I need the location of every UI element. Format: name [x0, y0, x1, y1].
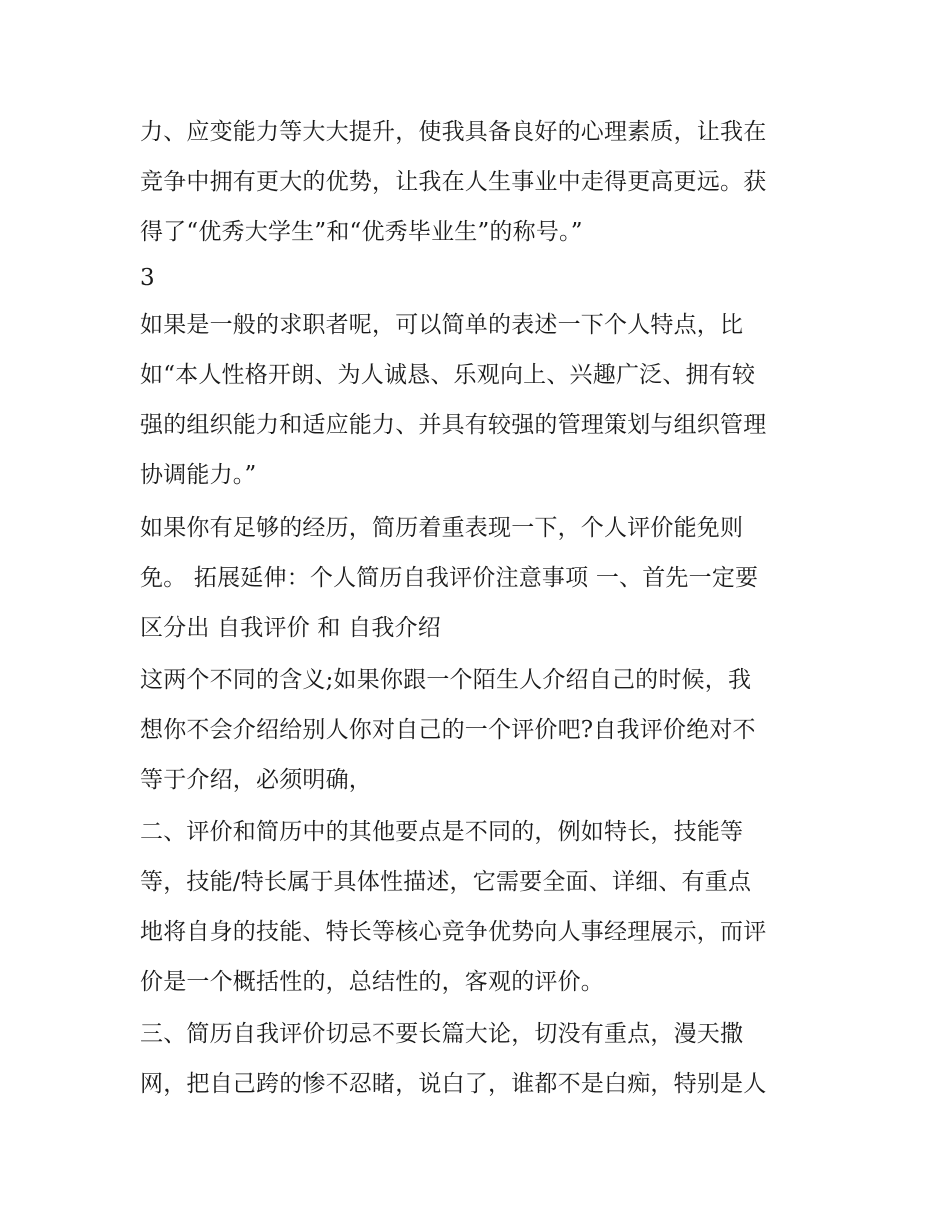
text-line: 等，技能/特长属于具体性描述，它需要全面、详细、有重点: [140, 869, 752, 895]
text-line: 网，把自己跨的惨不忍睹，说白了，谁都不是白痴，特别是人: [140, 1071, 767, 1097]
page-number: 3: [140, 265, 155, 291]
text-line: 免。 拓展延伸：个人简历自我评价注意事项 一、首先一定要: [140, 565, 759, 591]
text-line: 想你不会介绍给别人你对自己的一个评价吧?自我评价绝对不: [140, 717, 756, 743]
text-line: 区分出 自我评价 和 自我介绍: [140, 615, 441, 641]
text-line: 力、应变能力等大大提升，使我具备良好的心理素质，让我在: [140, 119, 767, 145]
text-line: 竞争中拥有更大的优势，让我在人生事业中走得更高更远。获: [140, 169, 767, 195]
text-line: 这两个不同的含义;如果你跟一个陌生人介绍自己的时候，我: [140, 667, 752, 693]
text-line: 地将自身的技能、特长等核心竞争优势向人事经理展示，而评: [140, 919, 767, 945]
text-line: 强的组织能力和适应能力、并具有较强的管理策划与组织管理: [140, 412, 767, 438]
text-line: 价是一个概括性的，总结性的，客观的评价。: [140, 969, 604, 995]
text-line: 协调能力。”: [140, 462, 257, 488]
text-line: 二、评价和简历中的其他要点是不同的，例如特长，技能等: [140, 819, 744, 845]
text-line: 如“本人性格开朗、为人诚恳、乐观向上、兴趣广泛、拥有较: [140, 362, 756, 388]
text-line: 如果是一般的求职者呢，可以简单的表述一下个人特点，比: [140, 312, 744, 338]
text-line: 等于介绍，必须明确，: [140, 767, 372, 793]
text-line: 三、简历自我评价切忌不要长篇大论，切没有重点，漫天撒: [140, 1021, 744, 1047]
text-line: 得了“优秀大学生”和“优秀毕业生”的称号。”: [140, 219, 583, 245]
text-line: 如果你有足够的经历，简历着重表现一下，个人评价能免则: [140, 515, 744, 541]
